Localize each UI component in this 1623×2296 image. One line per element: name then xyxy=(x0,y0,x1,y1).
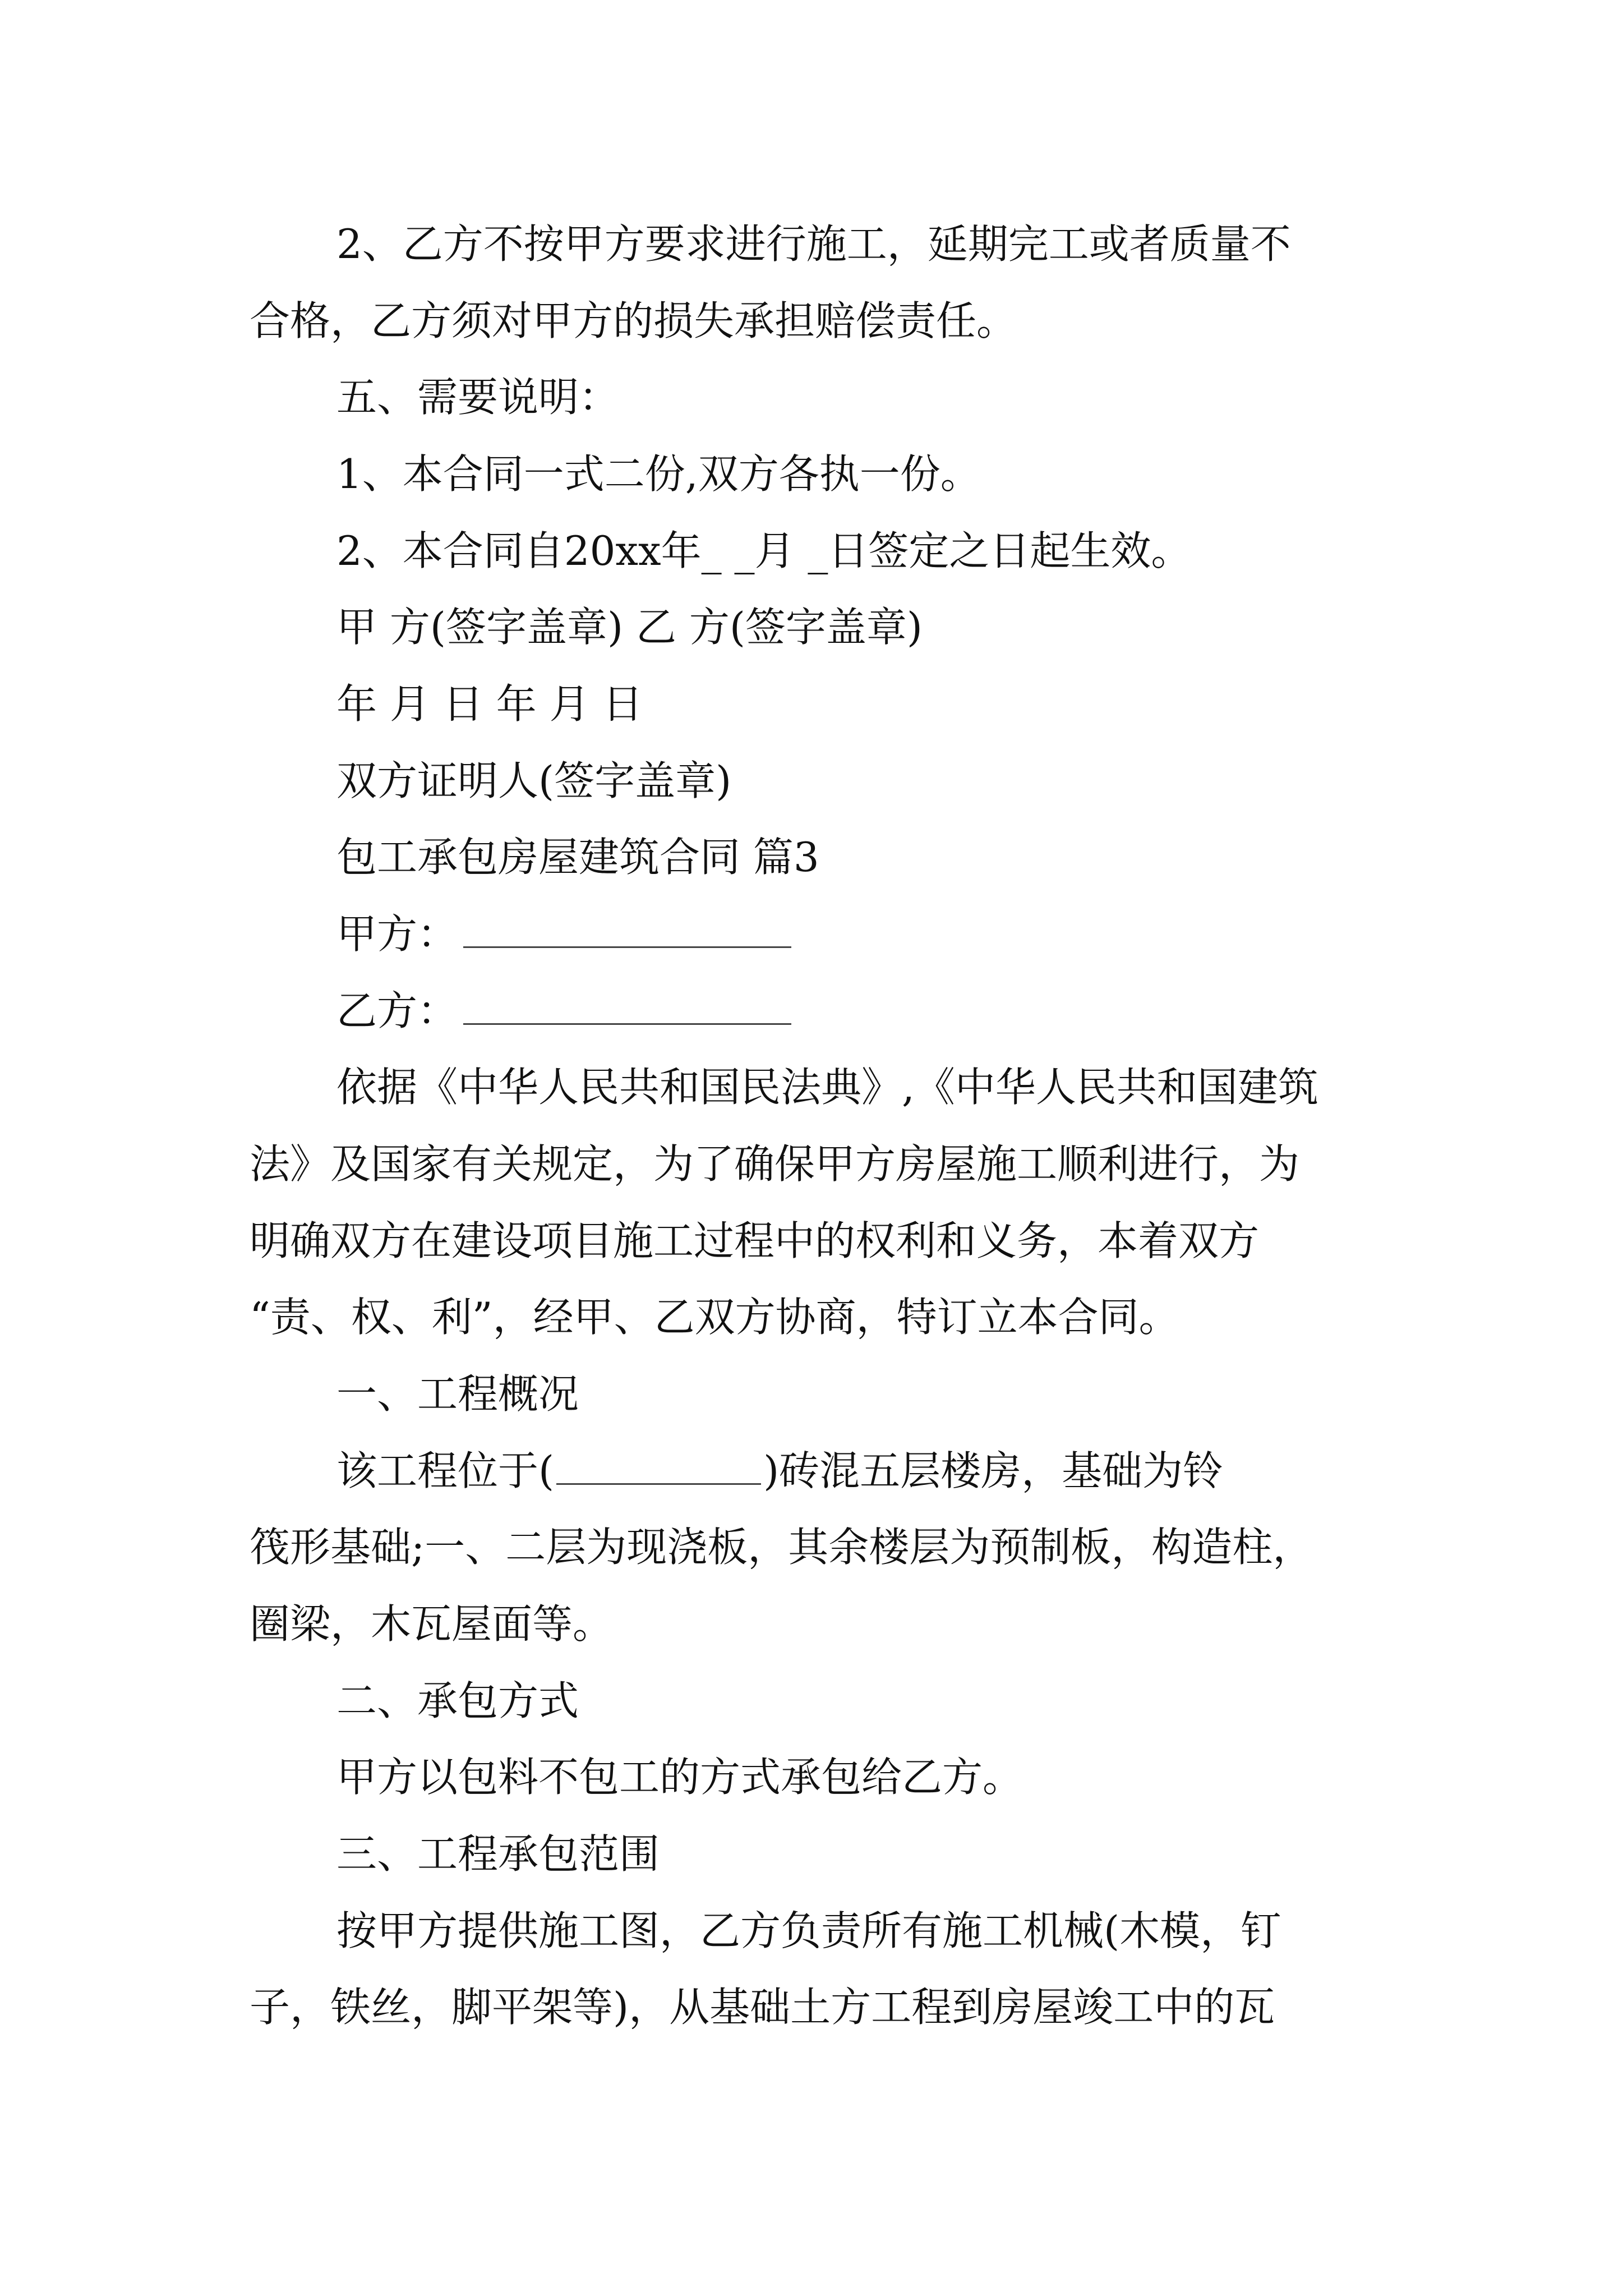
paragraph-text: 2、乙方不按甲方要求进行施工，延期完工或者质量不 xyxy=(336,220,1291,268)
section-heading: 三、工程承包范围 xyxy=(336,1830,660,1878)
paragraph-text: 2、本合同自20xx年_ _月 _日签定之日起生效。 xyxy=(336,527,1192,574)
party-a-blank xyxy=(463,913,791,948)
paragraph-text: 法》及国家有关规定，为了确保甲方房屋施工顺利进行，为 xyxy=(250,1140,1300,1188)
paragraph-text xyxy=(336,1448,1223,1493)
section-heading: 二、承包方式 xyxy=(336,1677,579,1724)
party-a-field xyxy=(336,912,791,956)
paragraph-text: “责、权、利”，经甲、乙双方协商，特订立本合同。 xyxy=(250,1294,1179,1341)
location-blank xyxy=(556,1450,761,1485)
witness-line: 双方证明人(签字盖章) xyxy=(336,757,732,804)
paragraph-text: 依据《中华人民共和国民法典》,《中华人民共和国建筑 xyxy=(336,1064,1318,1111)
paragraph-text: 圈梁，木瓦屋面等。 xyxy=(250,1600,614,1648)
party-b-label: 乙方： xyxy=(336,987,458,1034)
date-line: 年 月 日 年 月 日 xyxy=(336,680,643,728)
party-b-field xyxy=(336,988,791,1033)
section-heading: 一、工程概况 xyxy=(336,1370,579,1418)
location-suffix: )砖混五层楼房，基础为铃 xyxy=(763,1447,1224,1494)
paragraph-text: 筏形基础;一、二层为现浇板，其余楼层为预制板，构造柱， xyxy=(250,1524,1313,1571)
paragraph-text: 甲方以包料不包工的方式承包给乙方。 xyxy=(336,1754,1023,1801)
paragraph-text: 1、本合同一式二份,双方各执一份。 xyxy=(336,450,981,498)
location-prefix: 该工程位于( xyxy=(336,1447,555,1494)
signature-line: 甲 方(签字盖章) 乙 方(签字盖章) xyxy=(336,604,923,651)
party-a-label: 甲方： xyxy=(336,910,458,958)
document-title: 包工承包房屋建筑合同 篇3 xyxy=(336,834,819,881)
section-heading: 五、需要说明： xyxy=(336,374,620,421)
paragraph-text: 明确双方在建设项目施工过程中的权利和义务，本着双方 xyxy=(250,1217,1260,1264)
paragraph-text: 子，铁丝，脚平架等)，从基础土方工程到房屋竣工中的瓦 xyxy=(250,1984,1275,2031)
paragraph-text: 合格，乙方须对甲方的损失承担赔偿责任。 xyxy=(250,297,1017,344)
paragraph-text: 按甲方提供施工图，乙方负责所有施工机械(木模，钉 xyxy=(336,1907,1281,1954)
party-b-blank xyxy=(463,990,791,1025)
